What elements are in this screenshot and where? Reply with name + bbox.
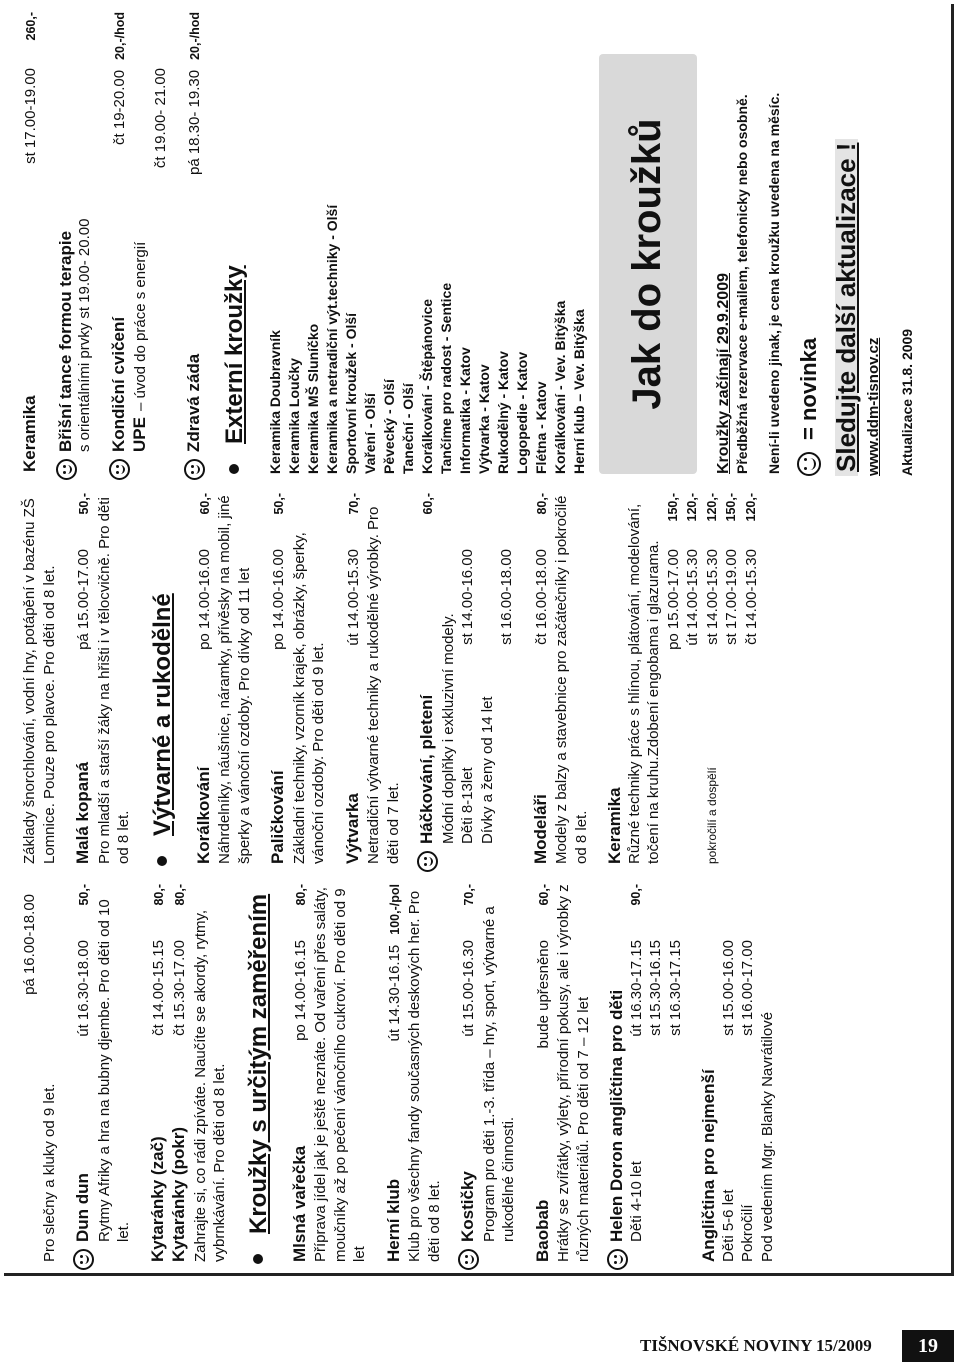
course-price: 50,- <box>77 493 91 515</box>
course-title: Zdravá záda <box>184 353 203 452</box>
legend <box>797 12 821 476</box>
course-palickovani <box>268 493 329 868</box>
course-desc: Módní doplňky i exkluzivní modely. <box>439 613 457 844</box>
external-courses-list <box>266 12 589 476</box>
course-desc: Základy šnorchlování, vodní hry, potápění v bazénu ZŠ Lomnice. Pouze pro plavce. Pro děti od 8 let. <box>21 498 58 864</box>
course-desc: Náhrdelníky, náušnice, náramky, přívěsky na mobil, jiné šperky a vánoční ozdoby. Pro dívky od 11 let <box>216 495 253 864</box>
external-course-item: Korálkování - Štěpánovice <box>418 298 435 474</box>
course-time: st 14.00-16.00 <box>459 549 476 645</box>
course-age: Děti 4-10 let <box>627 1161 645 1242</box>
course-mala-kopana <box>73 493 134 868</box>
course-desc: Hrátky se zvířátky, výlety, přírodní pokusy, ale i výrobky z různých materiálů. Pro děti od 7 – 12 let <box>555 884 592 1262</box>
course-koralkovani <box>194 493 255 868</box>
how-to-join-badge: Jak do kroužků <box>599 54 697 474</box>
course-price: 70,- <box>462 884 476 906</box>
external-course-item: Taneční - Olší <box>399 383 416 474</box>
course-price: 60,- <box>197 493 212 515</box>
course-desc: – úvod do práce s energií <box>132 241 149 412</box>
course-price: 70,- <box>346 493 361 515</box>
course-desc: Modely z balzy a stavebnice pro začátečníky i pokročilé od 8 let. <box>553 495 590 864</box>
course-time: út 16.30-17.15 <box>627 940 645 1037</box>
legend-label: = novinka <box>795 337 821 440</box>
smiley-icon <box>73 1249 94 1270</box>
external-course-item: Sportovní kroužek - Olší <box>342 312 359 474</box>
course-title: Paličkování <box>268 770 287 864</box>
course-time: po 14.00-16.00 <box>195 549 213 650</box>
external-course-item: Informatika - Katov <box>456 347 473 474</box>
course-desc: Pod vedením Mgr. Blanky Navrátilové <box>758 1011 776 1262</box>
website-link[interactable]: www.ddm-tisnov.cz <box>865 337 882 476</box>
course-price: 90,- <box>628 884 643 906</box>
start-info <box>715 12 751 476</box>
course-time: po 14.00-16.15 <box>291 940 309 1041</box>
smiley-icon <box>417 851 438 872</box>
course-price: 150,- <box>724 493 738 522</box>
course-time: st 14.00-15.30 <box>703 549 721 645</box>
course-age: pokročilí a dospělí <box>704 767 719 864</box>
course-desc: Příprava jídel jak je ještě neznáte. Od vaření přes saláty, moučníky až po pečení vánočního cukroví. Pro děti od 9 let <box>312 887 368 1262</box>
start-title: Kroužky začínají 29.9.2009 <box>714 273 732 474</box>
course-desc: Netradiční výtvarné techniky a rukodělné výrobky. Pro děti od 7 let. <box>365 506 402 864</box>
external-course-item: Keramika a netradiční výt.techniky - Olší <box>323 204 340 474</box>
course-time: po 15.00-17.00 <box>664 549 682 650</box>
smiley-icon <box>458 1249 479 1270</box>
course-price: 150,- <box>665 493 680 522</box>
course-price: 80,- <box>293 884 308 906</box>
smiley-icon <box>797 452 821 476</box>
course-title: Kostičky <box>458 1171 477 1242</box>
course-desc: Rytmy Afriky a hra na bubny djembe. Pro děti od 10 let. <box>95 899 132 1242</box>
course-title: Mlsná vařečka <box>289 1145 309 1262</box>
external-course-item: Keramika Doubravník <box>266 330 283 474</box>
smiley-icon <box>607 1249 628 1270</box>
rotated-page <box>4 4 954 1276</box>
course-price: 260,- <box>24 12 38 41</box>
course-age: Dívky a ženy od 14 let <box>478 696 496 844</box>
smiley-icon <box>109 459 130 480</box>
course-age: Děti 8-13let <box>459 767 476 844</box>
course-hackovani <box>417 493 517 868</box>
column-1 <box>20 884 940 1266</box>
external-course-item: Výtvarka - Katov <box>475 364 492 474</box>
section-title: Výtvarné a rukodělné <box>148 593 176 836</box>
course-time: čt 19-20.00 <box>110 69 128 145</box>
course-price: 120,- <box>704 493 719 522</box>
course-desc: Klub pro všechny fandy současných deskových her. Pro děti od 8 let. <box>406 890 443 1262</box>
course-time: st 17.00-19.00 <box>22 68 39 164</box>
course-title: Angličtina pro nejmenší <box>699 1069 718 1262</box>
follow-updates: Sledujte další aktualizace ! <box>835 139 859 476</box>
external-course-item: Herní klub – Vev. Bitýška <box>570 309 587 474</box>
course-title: Břišní tance formou terapie <box>55 230 75 452</box>
course-price: 60,- <box>421 493 435 515</box>
bullet-icon <box>253 1254 263 1264</box>
course-desc: Program pro děti 1.-3. třída – hry, sport, výtvarné a rukodělné činnosti. <box>480 906 517 1242</box>
course-time: čt 19.00- 21.00 <box>151 68 169 169</box>
course-title: Kytaránky (zač) <box>147 1136 167 1262</box>
course-time: út 14.00-15.30 <box>344 549 362 646</box>
course-title: Kondiční cvičení <box>108 316 128 452</box>
course-time: bude upřesněno <box>534 940 552 1049</box>
course-kytaranky <box>148 884 230 1266</box>
course-time: po 14.00-16.00 <box>270 549 287 650</box>
course-mlsna-varecka <box>290 884 370 1266</box>
external-course-item: Keramika Loučky <box>285 358 302 474</box>
course-vytvarka <box>343 493 404 868</box>
content-frame <box>4 4 954 1276</box>
section-heading <box>148 493 178 866</box>
course-price: 100,-/pol <box>387 884 402 935</box>
course-keramika-schedule <box>605 493 761 868</box>
start-text: Předběžná rezervace e-mailem, telefonicky nebo osobně. <box>733 94 750 474</box>
section-heading <box>220 12 250 474</box>
intro-desc: Pro slečny a kluky od 9 let. <box>40 1083 58 1262</box>
course-title: Malá kopaná <box>73 761 92 864</box>
column-3 <box>20 12 940 476</box>
course-desc: Zahrajte si, co rádi zpíváte. Naučíte se akordy, rytmy, vybrnkávání. Pro děti od 8 let. <box>191 909 228 1262</box>
course-time: st 15.30-16.15 <box>647 940 664 1036</box>
course-title: Modeláři <box>530 794 550 864</box>
page-number: 19 <box>902 1330 954 1362</box>
bullet-icon <box>157 856 167 866</box>
course-price: 80,- <box>534 493 549 515</box>
course-price: 60,- <box>536 884 551 906</box>
course-time: st 17.00-19.00 <box>723 549 740 645</box>
section-title: Kroužky s určitým zaměřením <box>244 893 272 1234</box>
external-course-item: Rukodělný - Katov <box>494 351 511 474</box>
course-price: 120,- <box>685 493 699 522</box>
course-title: Kytaránky (pokr) <box>169 1126 188 1262</box>
section-title: Externí kroužky <box>220 265 248 444</box>
external-course-item: Vaření - Olší <box>361 393 378 474</box>
external-course-item: Korálkování - Vev. Bitýška <box>551 300 568 474</box>
course-kondicni <box>109 12 171 476</box>
course-baobab <box>533 884 594 1266</box>
external-course-item: Pěvecký - Olší <box>380 379 397 474</box>
course-anglictina <box>699 884 777 1266</box>
course-kosticky <box>458 884 519 1266</box>
course-price: 50,- <box>272 493 286 515</box>
external-course-item: Flétna - Katov <box>532 381 549 474</box>
course-age: Děti 5-6 let <box>719 1189 737 1262</box>
course-title: Korálkování <box>193 766 213 864</box>
course-price: 20,-/hod <box>112 12 127 60</box>
course-price: 80,- <box>151 884 166 906</box>
course-herni-klub <box>384 884 445 1266</box>
section-heading <box>244 884 274 1264</box>
course-desc: Základní techniky, vzorník krajek, obrázky, šperky, vánoční ozdoby. Pro děti od 9 let. <box>290 532 327 864</box>
course-title: Helen Doron angličtina pro děti <box>607 989 626 1242</box>
bullet-icon <box>229 464 239 474</box>
course-title: Dun dun <box>73 1173 92 1242</box>
course-age: Pokročilí <box>739 1204 756 1262</box>
smiley-icon <box>56 459 77 480</box>
external-course-item: Logopedie - Katov <box>513 351 530 474</box>
course-keramika-adult <box>20 12 42 476</box>
course-price: 20,-/hod <box>188 12 202 60</box>
course-time: út 14.00-15.30 <box>684 549 701 646</box>
course-time: čt 14.00-15.15 <box>149 940 167 1036</box>
course-modelari <box>531 493 592 868</box>
course-dun-dun <box>73 884 134 1266</box>
smiley-icon <box>184 459 205 480</box>
course-time: čt 14.00-15.30 <box>742 549 760 645</box>
course-title: Výtvarka <box>342 793 362 864</box>
course-time: st 16.30-17.15 <box>666 940 684 1036</box>
course-time: čt 16.00-18.00 <box>532 549 550 645</box>
intro-time: pá 16.00-18.00 <box>21 894 38 995</box>
course-time: čt 15.30-17.00 <box>171 940 188 1036</box>
course-time: út 15.00-16.30 <box>460 940 477 1037</box>
course-title: Herní klub <box>383 1178 403 1262</box>
course-time: pá 15.00-17.00 <box>75 549 92 650</box>
course-time: st 15.00-16.00 <box>719 940 737 1036</box>
price-note: Není-li uvedeno jinak, je cena kroužku uvedena na měsíc. <box>765 92 782 474</box>
course-title: UPE <box>130 417 149 452</box>
external-course-item: Tančíme pro radost - Sentice <box>437 282 454 474</box>
course-title: Keramika <box>605 787 624 864</box>
course-desc: Různé techniky práce s hlínou, plátování, modelování, točení na kruhu.Zdobení engobama i glazurama. <box>625 503 662 864</box>
intro-block <box>20 493 59 868</box>
course-time: út 14.30-16.15 <box>385 944 403 1042</box>
course-desc: s orientálními prvky st 19.00- 20.00 <box>76 218 93 452</box>
course-title: Háčkování, pletení <box>417 694 436 844</box>
external-course-item: Keramika MŠ Sluníčko <box>304 323 321 474</box>
course-price: 80,- <box>173 884 187 906</box>
course-price: 50,- <box>77 884 91 906</box>
course-title: Keramika <box>20 395 39 472</box>
course-title: Baobab <box>532 1199 552 1262</box>
column-2 <box>20 493 940 868</box>
intro-block <box>20 884 59 1266</box>
course-brisni-tance <box>56 12 95 476</box>
course-time: st 16.00-18.00 <box>498 549 515 645</box>
course-time: út 16.30-18.00 <box>75 940 92 1037</box>
course-time: st 16.00-17.00 <box>739 940 756 1036</box>
course-price: 120,- <box>743 493 758 522</box>
course-desc: Pro mladší a starší žáky na hřišti i v tělocvičně. Pro děti od 8 let. <box>95 497 132 864</box>
update-date: Aktualizace 31.8. 2009 <box>898 328 915 476</box>
course-time: pá 18.30- 19.30 <box>186 69 203 176</box>
course-zdrava-zada <box>184 12 206 476</box>
course-helen-doron <box>607 884 685 1266</box>
footer-title: TIŠNOVSKÉ NOVINY 15/2009 <box>640 1336 872 1355</box>
